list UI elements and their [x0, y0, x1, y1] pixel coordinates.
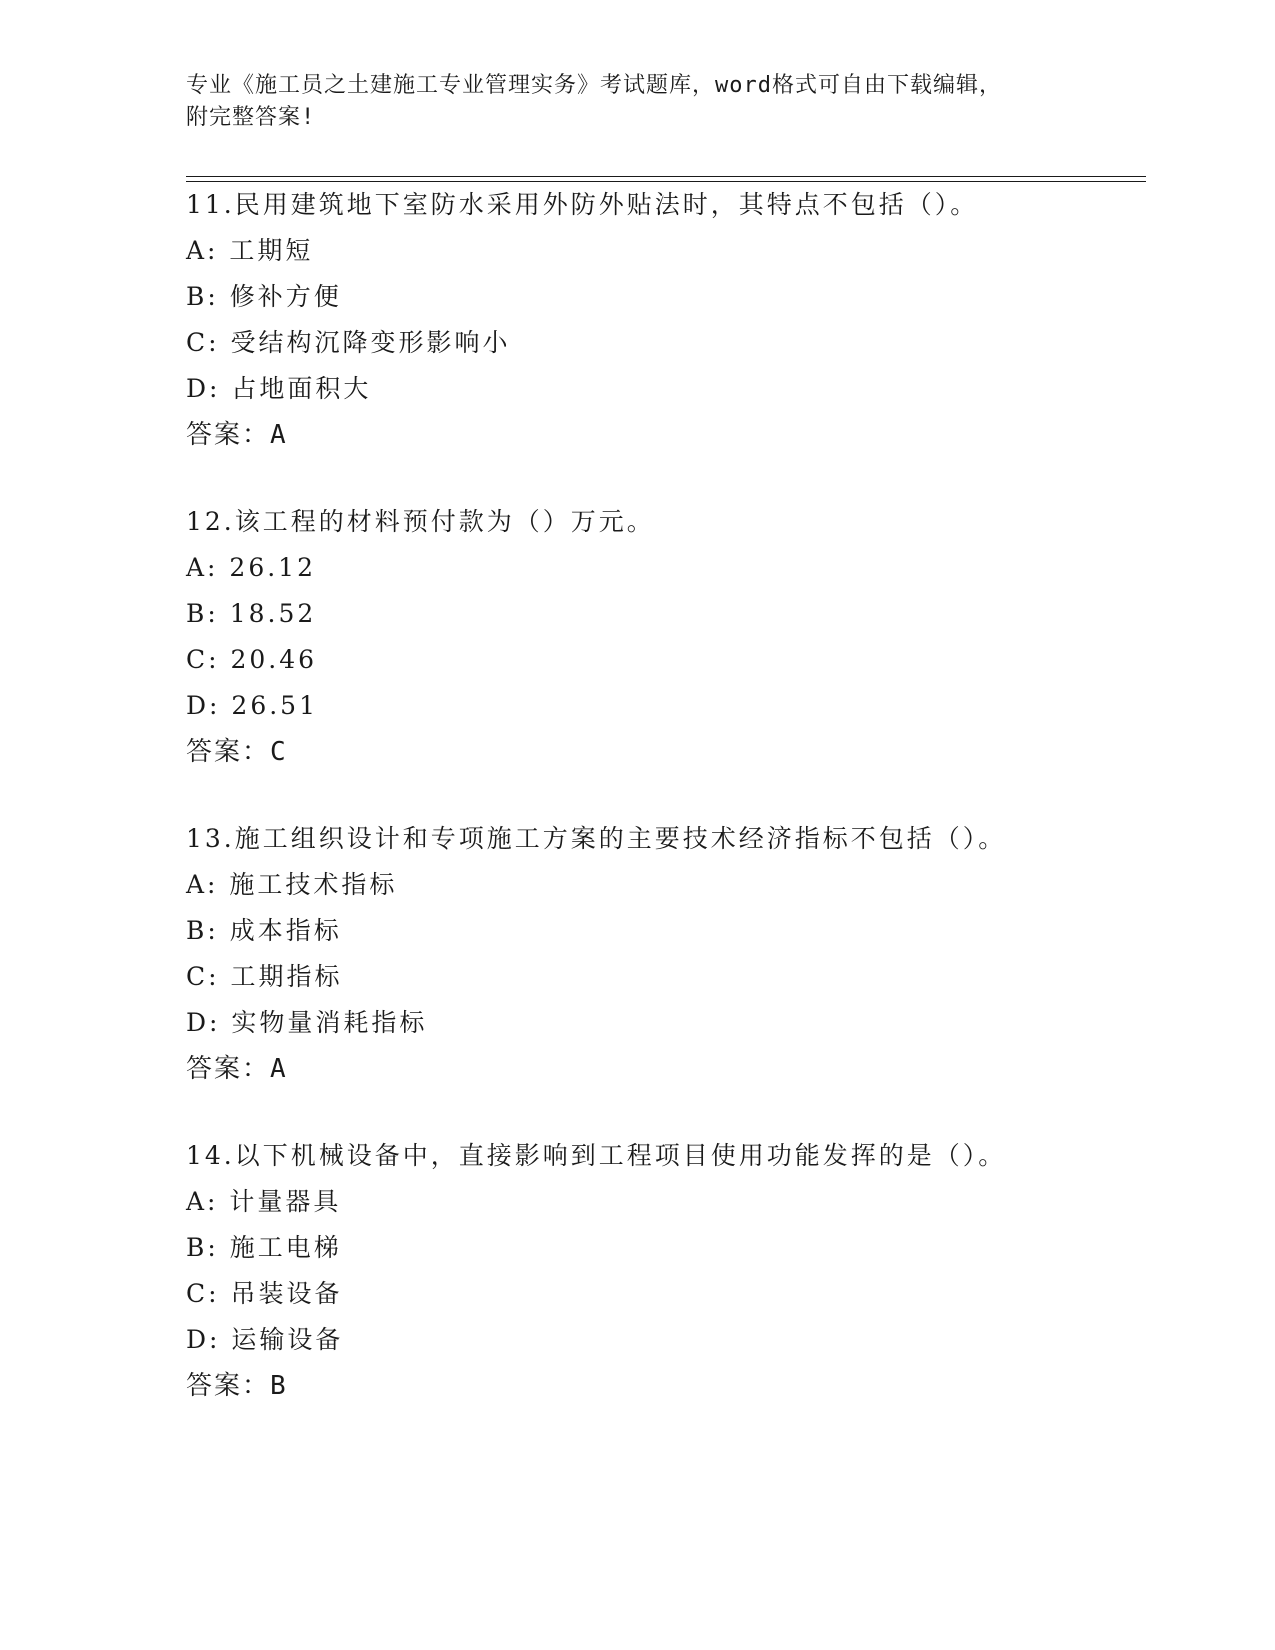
option-a: A: 施工技术指标: [186, 870, 398, 899]
answer-line: [186, 737, 1146, 783]
option-a: A: 计量器具: [186, 1187, 342, 1216]
option-c: C: 工期指标: [186, 962, 343, 991]
question-14: [186, 1141, 1146, 1417]
answer-value: B: [270, 1371, 288, 1401]
question-12: [186, 507, 1146, 783]
answer-label: 答案：: [186, 737, 271, 767]
header-divider-bottom: [186, 181, 1146, 182]
header-line-1: 专业《施工员之土建施工专业管理实务》考试题库，word格式可自由下载编辑，: [186, 73, 1002, 98]
header-line-2: 附完整答案!: [186, 105, 316, 130]
answer-label: 答案：: [186, 1054, 271, 1084]
option-b: B: 施工电梯: [186, 1233, 342, 1262]
answer-value: A: [270, 1054, 288, 1084]
answer-line: [186, 1054, 1146, 1100]
header-divider-top: [186, 176, 1146, 177]
option-a: A: 26.12: [186, 553, 316, 582]
question-11: [186, 190, 1146, 466]
question-stem: 14.以下机械设备中，直接影响到工程项目使用功能发挥的是（）。: [186, 1141, 1007, 1170]
option-d: D: 运输设备: [186, 1325, 344, 1354]
option-c: C: 20.46: [186, 645, 318, 674]
option-d: D: 26.51: [186, 691, 318, 720]
document-header: [186, 70, 1086, 134]
option-b: B: 修补方便: [186, 282, 342, 311]
option-b: B: 18.52: [186, 599, 317, 628]
option-d: D: 占地面积大: [186, 374, 372, 403]
option-c: C: 吊装设备: [186, 1279, 343, 1308]
answer-value: A: [270, 420, 288, 450]
option-c: C: 受结构沉降变形影响小: [186, 328, 511, 357]
option-b: B: 成本指标: [186, 916, 342, 945]
option-a: A: 工期短: [186, 236, 314, 265]
answer-value: C: [270, 737, 288, 767]
answer-label: 答案：: [186, 420, 271, 450]
question-13: [186, 824, 1146, 1100]
question-stem: 13.施工组织设计和专项施工方案的主要技术经济指标不包括（）。: [186, 824, 1007, 853]
option-d: D: 实物量消耗指标: [186, 1008, 428, 1037]
answer-label: 答案：: [186, 1371, 271, 1401]
question-stem: 12.该工程的材料预付款为（）万元。: [186, 507, 655, 536]
answer-line: [186, 420, 1146, 466]
question-stem: 11.民用建筑地下室防水采用外防外贴法时，其特点不包括（）。: [186, 190, 979, 219]
answer-line: [186, 1371, 1146, 1417]
